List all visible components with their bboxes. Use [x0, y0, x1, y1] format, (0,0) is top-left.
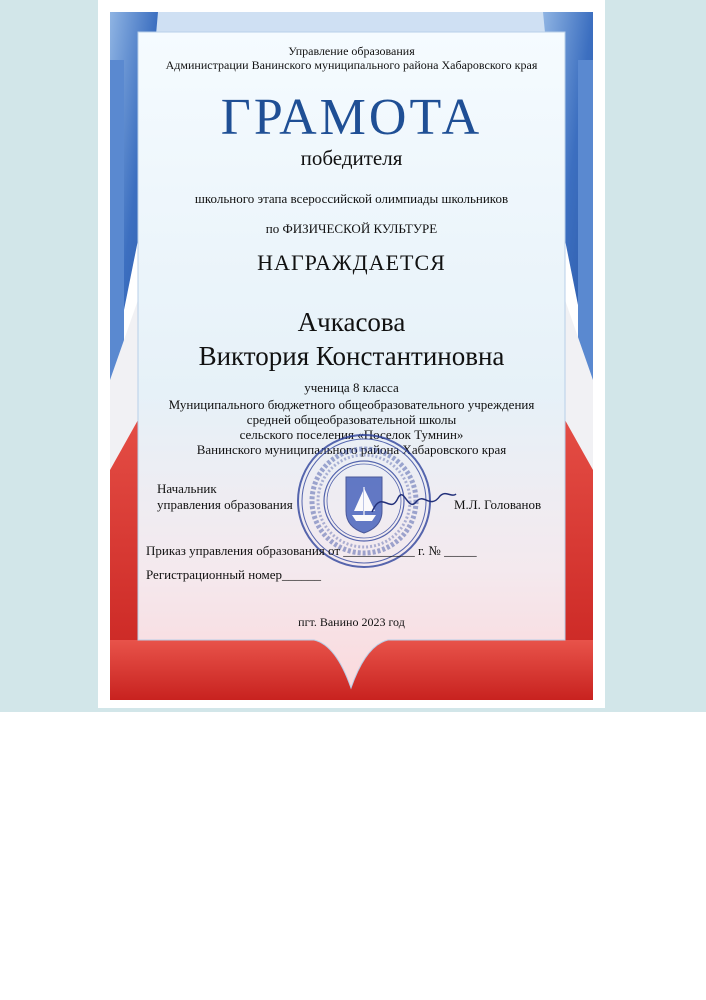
registration-line: Регистрационный номер______ [146, 567, 321, 582]
place-and-year: пгт. Ванино 2023 год [298, 615, 405, 629]
certificate-subtitle: победителя [300, 146, 403, 170]
recipient-grade: ученица 8 класса [304, 380, 399, 395]
signature [368, 482, 458, 522]
certificate-title: ГРАМОТА [220, 89, 483, 146]
issuer-line-1: Управление образования [288, 44, 415, 58]
signatory-title-line-1: Начальник [157, 481, 217, 496]
order-line: Приказ управления образования от ___________ г. № _____ [146, 543, 477, 558]
awarded-heading: НАГРАЖДАЕТСЯ [257, 250, 446, 275]
signatory-name: М.Л. Голованов [454, 497, 542, 512]
event-name: школьного этапа всероссийской олимпиады школьников [194, 191, 509, 206]
school-line-2: средней общеобразовательной школы [246, 412, 457, 427]
subject-name: по ФИЗИЧЕСКОЙ КУЛЬТУРЕ [265, 221, 438, 236]
school-line-1: Муниципального бюджетного общеобразовательного учреждения [168, 397, 535, 412]
school-line-3: сельского поселения «Поселок Тумнин» [239, 427, 464, 442]
school-line-4: Ванинского муниципального района Хабаровского края [196, 442, 507, 457]
recipient-given-names: Виктория Константиновна [198, 341, 505, 371]
signatory-title-line-2: управления образования [157, 497, 293, 512]
issuer-line-2: Администрации Ванинского муниципального района Хабаровского края [165, 58, 538, 72]
certificate [98, 0, 605, 708]
recipient-surname: Ачкасова [297, 307, 406, 337]
